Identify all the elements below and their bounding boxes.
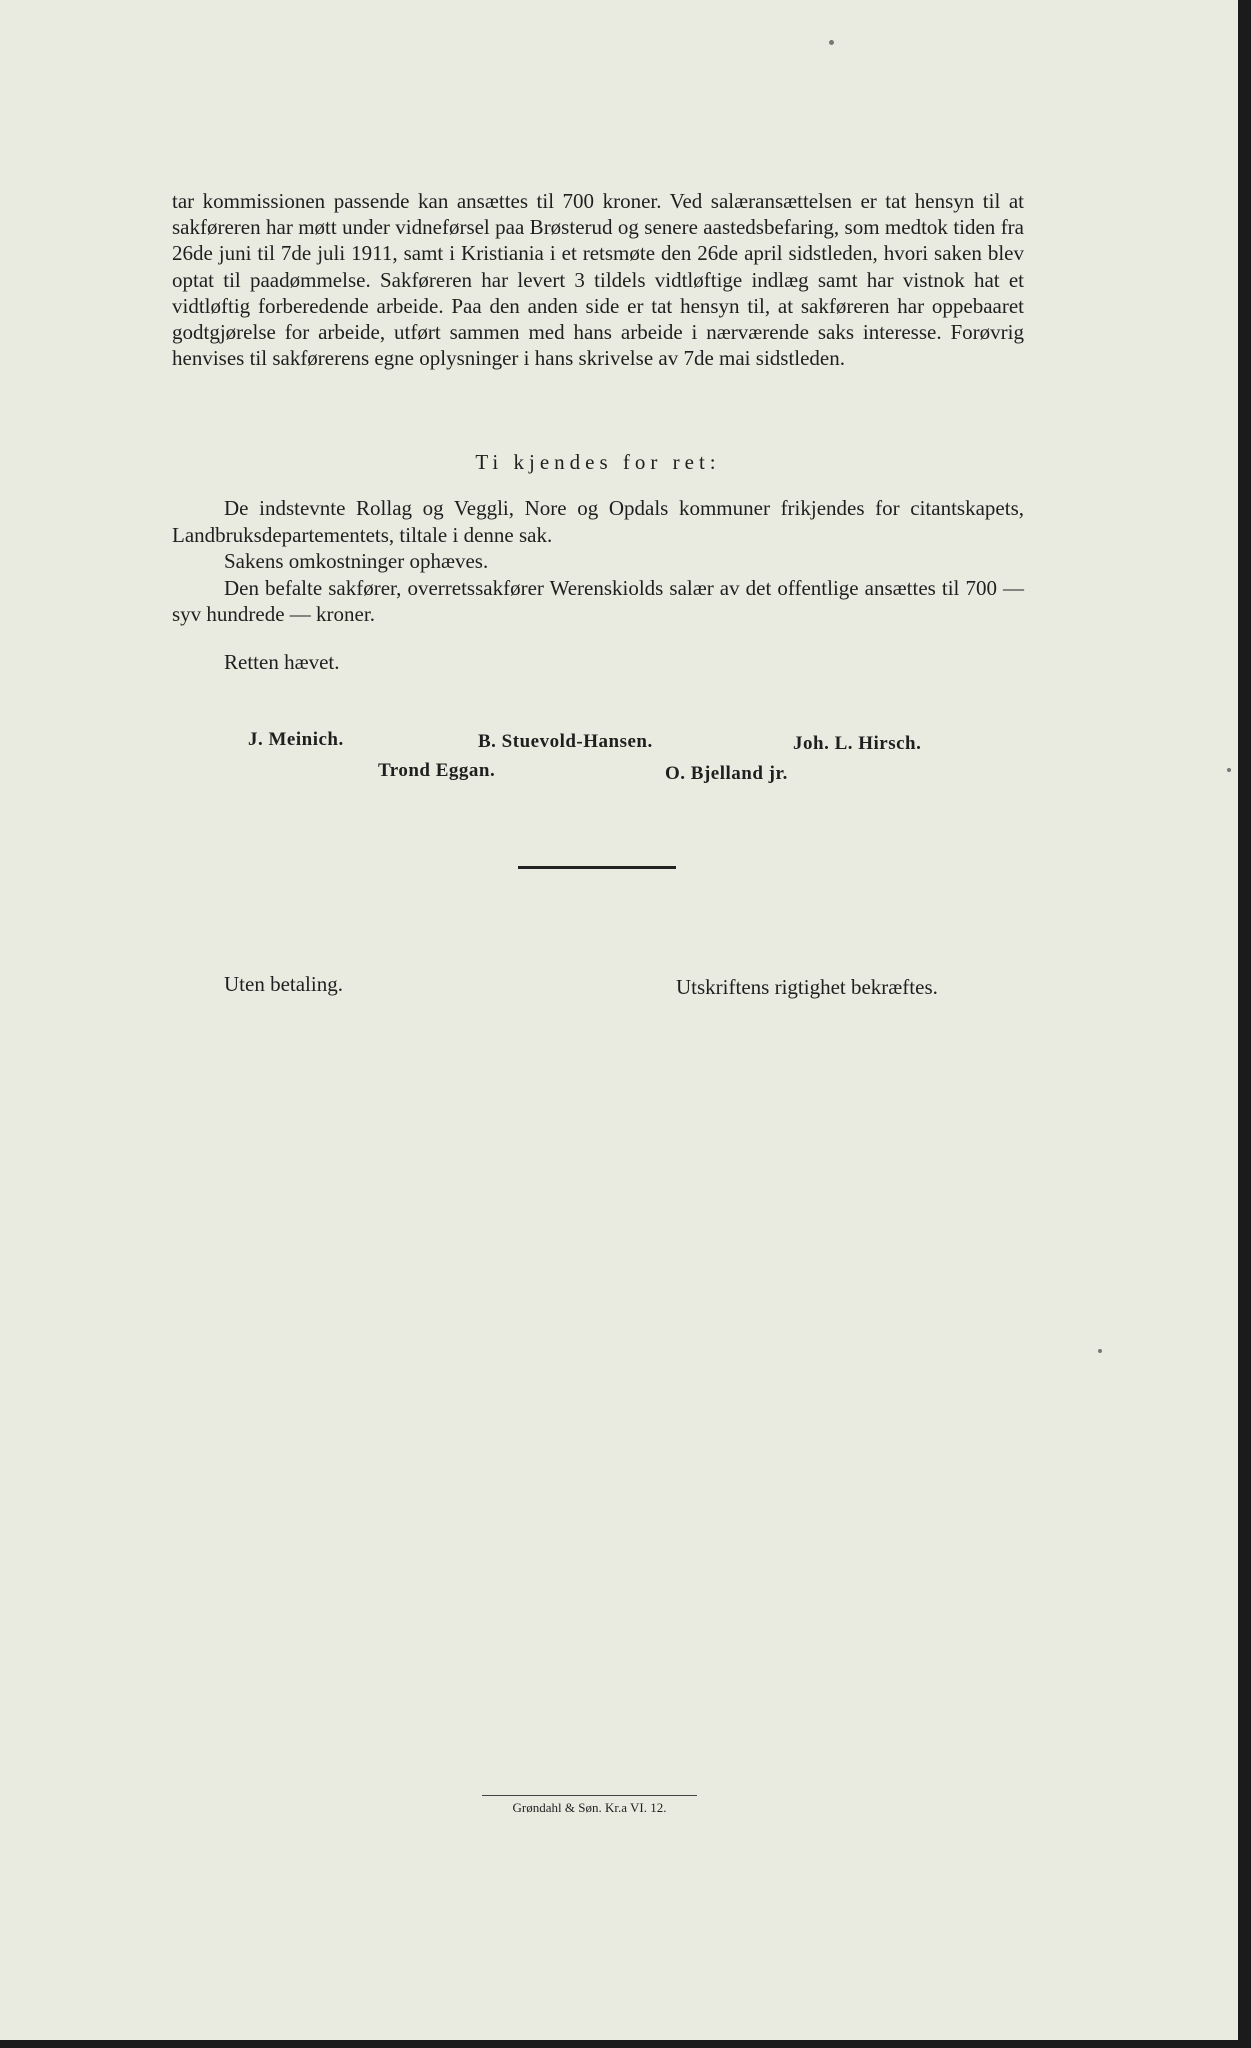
printer-imprint: Grøndahl & Søn. Kr.a VI. 12. [512,1800,667,1815]
body-paragraph: tar kommissionen passende kan ansættes til 700 kroner. Ved salæransættelsen er tat hensyn til at sakføreren har møtt under vidneførsel paa Brøsterud og senere aastedsbefaring, som medtok tiden fra 26de juni til 7de juli 1911, samt i Kristiania i et retsmøte den 26de april sidstleden, hvori saken blev optat til paadømmelse. Sakføreren har levert 3 tildels vidtløftige indlæg samt har vistnok hat et vidtløftig forberedende arbeide. Paa den anden side er tat hensyn til, at sakføreren har oppebaaret godtgjørelse for arbeide, utført sammen med hans arbeide i nærværende saks interesse. Forøvrig henvises til sakførerens egne oplysninger i hans skrivelse av 7de mai sidstleden. [172,189,1024,371]
paper-speck [829,40,834,45]
paper-speck [1227,768,1231,772]
ruling-paragraph: De indstevnte Rollag og Veggli, Nore og Opdals kommuner frikjendes for citantskapets, Landbruksdepartementets, tiltale i denne sak. [172,496,1024,547]
ruling-paragraph: Sakens omkostninger ophæves. [224,549,489,573]
paper-speck [1098,1349,1102,1353]
signature-bjelland: O. Bjelland jr. [665,763,788,784]
signature-meinich: J. Meinich. [248,729,344,750]
divider-rule [518,866,676,869]
ruling-block [172,495,1024,628]
verdict-heading: Ti kjendes for ret: [475,450,721,474]
closing-line: Retten hævet. [224,650,340,674]
faded-header [470,52,800,74]
signature-stuevold-hansen: B. Stuevold-Hansen. [478,731,653,752]
printer-divider [482,1795,697,1796]
footer-certification: Utskriftens rigtighet bekræftes. [676,975,938,999]
ruling-paragraph: Den befalte sakfører, overretssakfører Werenskiolds salær av det offentlige ansættes til 700 — syv hundrede — kroner. [172,575,1024,626]
signature-hirsch: Joh. L. Hirsch. [793,733,922,754]
footer-payment-note: Uten betaling. [224,972,343,996]
signature-eggan: Trond Eggan. [378,760,496,781]
